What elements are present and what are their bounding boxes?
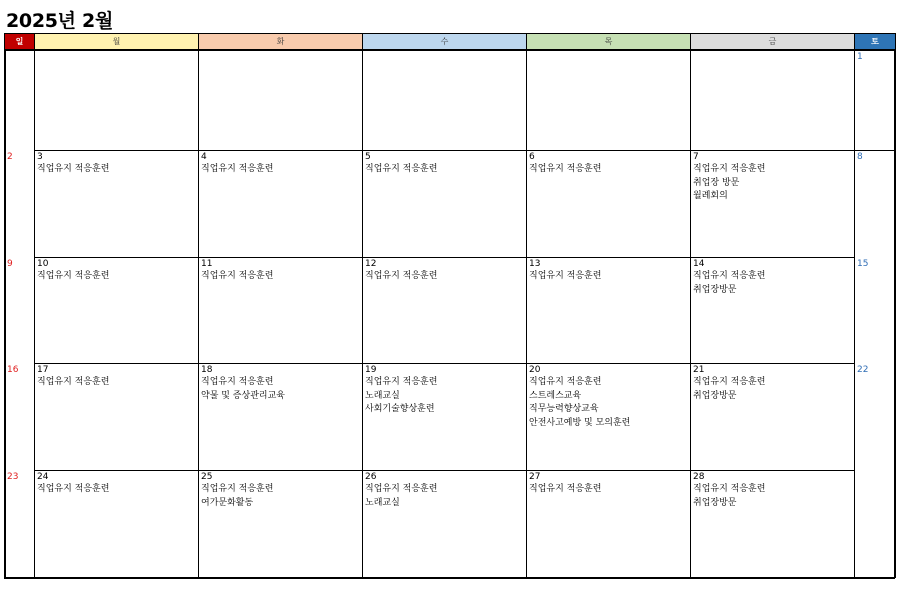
weekday-header-tue: 화 xyxy=(198,33,363,50)
event-item[interactable]: 월례회의 xyxy=(693,191,728,201)
day-cell[interactable] xyxy=(526,470,690,578)
weekday-header-fri: 금 xyxy=(690,33,855,50)
event-item[interactable]: 직업유지 적응훈련 xyxy=(529,164,602,174)
day-cell[interactable] xyxy=(4,257,34,363)
day-number: 9 xyxy=(7,259,13,269)
day-cell[interactable] xyxy=(854,257,895,363)
day-cell[interactable] xyxy=(854,150,895,257)
day-number: 10 xyxy=(37,259,49,269)
day-cell[interactable] xyxy=(526,363,690,470)
event-item[interactable]: 안전사고예방 및 모의훈련 xyxy=(529,417,631,428)
day-cell[interactable] xyxy=(854,50,895,150)
event-item[interactable]: 직업유지 적응훈련 xyxy=(365,271,438,281)
event-item[interactable]: 취업장 방문 xyxy=(693,177,740,188)
day-number: 20 xyxy=(529,365,541,375)
day-number: 25 xyxy=(201,472,213,482)
day-number: 23 xyxy=(7,472,19,482)
event-item[interactable]: 여가문화활동 xyxy=(201,497,254,508)
event-item[interactable]: 취업장방문 xyxy=(693,284,737,295)
day-cell[interactable] xyxy=(526,50,690,150)
day-number: 16 xyxy=(7,365,19,375)
day-cell[interactable] xyxy=(690,50,854,150)
day-cell[interactable] xyxy=(690,257,854,363)
calendar-title: 2025년 2월 xyxy=(6,10,114,32)
day-cell[interactable] xyxy=(4,150,34,257)
day-cell[interactable] xyxy=(690,150,854,257)
day-number: 22 xyxy=(857,365,869,375)
day-cell[interactable] xyxy=(34,257,198,363)
day-number: 7 xyxy=(693,152,699,162)
day-cell[interactable] xyxy=(198,150,362,257)
weekday-header-sat: 토 xyxy=(854,33,896,50)
day-number: 26 xyxy=(365,472,377,482)
event-item[interactable]: 직업유지 적응훈련 xyxy=(37,164,110,174)
event-item[interactable]: 노래교실 xyxy=(365,497,400,508)
event-item[interactable]: 직업유지 적응훈련 xyxy=(201,484,274,494)
day-number: 6 xyxy=(529,152,535,162)
day-cell[interactable] xyxy=(34,50,198,150)
event-item[interactable]: 직업유지 적응훈련 xyxy=(529,271,602,281)
event-item[interactable]: 직업유지 적응훈련 xyxy=(529,484,602,494)
day-number: 5 xyxy=(365,152,371,162)
day-number: 13 xyxy=(529,259,541,269)
event-item[interactable]: 직업유지 적응훈련 xyxy=(693,164,766,174)
day-number: 14 xyxy=(693,259,705,269)
day-number: 21 xyxy=(693,365,705,375)
event-item[interactable]: 직업유지 적응훈련 xyxy=(37,377,110,387)
weekday-header-thu: 목 xyxy=(526,33,691,50)
day-cell[interactable] xyxy=(854,470,895,578)
event-item[interactable]: 직업유지 적응훈련 xyxy=(201,377,274,387)
event-item[interactable]: 사회기술향상훈련 xyxy=(365,404,435,414)
day-number: 3 xyxy=(37,152,43,162)
event-item[interactable]: 직업유지 적응훈련 xyxy=(693,484,766,494)
day-number: 1 xyxy=(857,52,863,62)
day-cell[interactable] xyxy=(198,257,362,363)
day-number: 2 xyxy=(7,152,13,162)
event-item[interactable]: 취업장방문 xyxy=(693,497,737,508)
day-number: 17 xyxy=(37,365,49,375)
day-cell[interactable] xyxy=(4,363,34,470)
day-cell[interactable] xyxy=(362,470,526,578)
weekday-header-mon: 월 xyxy=(34,33,199,50)
day-number: 4 xyxy=(201,152,207,162)
day-cell[interactable] xyxy=(198,363,362,470)
event-item[interactable]: 직업유지 적응훈련 xyxy=(201,164,274,174)
event-item[interactable]: 취업장방문 xyxy=(693,390,737,401)
event-item[interactable]: 노래교실 xyxy=(365,390,400,401)
day-cell[interactable] xyxy=(362,150,526,257)
day-cell[interactable] xyxy=(198,50,362,150)
day-cell[interactable] xyxy=(34,363,198,470)
day-number: 11 xyxy=(201,259,213,269)
event-item[interactable]: 직업유지 적응훈련 xyxy=(37,484,110,494)
event-item[interactable]: 직업유지 적응훈련 xyxy=(201,271,274,281)
day-cell[interactable] xyxy=(690,470,854,578)
day-number: 27 xyxy=(529,472,541,482)
calendar xyxy=(4,33,895,578)
event-item[interactable]: 직업유지 적응훈련 xyxy=(693,377,766,387)
day-number: 12 xyxy=(365,259,377,269)
day-cell[interactable] xyxy=(854,363,895,470)
day-cell[interactable] xyxy=(526,150,690,257)
event-item[interactable]: 스트레스교육 xyxy=(529,390,582,401)
day-cell[interactable] xyxy=(198,470,362,578)
day-cell[interactable] xyxy=(362,50,526,150)
day-number: 8 xyxy=(857,152,863,162)
event-item[interactable]: 직업유지 적응훈련 xyxy=(365,484,438,494)
event-item[interactable]: 직업유지 적응훈련 xyxy=(529,377,602,387)
day-cell[interactable] xyxy=(362,257,526,363)
day-number: 24 xyxy=(37,472,49,482)
day-cell[interactable] xyxy=(34,150,198,257)
weekday-header-sun: 일 xyxy=(4,33,35,50)
event-item[interactable]: 약물 및 증상관리교육 xyxy=(201,390,285,401)
event-item[interactable]: 직업유지 적응훈련 xyxy=(365,164,438,174)
event-item[interactable]: 직무능력향상교육 xyxy=(529,404,599,414)
day-number: 19 xyxy=(365,365,377,375)
day-cell[interactable] xyxy=(362,363,526,470)
day-number: 28 xyxy=(693,472,705,482)
day-number: 18 xyxy=(201,365,213,375)
day-cell[interactable] xyxy=(690,363,854,470)
event-item[interactable]: 직업유지 적응훈련 xyxy=(365,377,438,387)
day-number: 15 xyxy=(857,259,869,269)
weekday-header-wed: 수 xyxy=(362,33,527,50)
day-cell[interactable] xyxy=(34,470,198,578)
day-cell[interactable] xyxy=(4,470,34,578)
event-item[interactable]: 직업유지 적응훈련 xyxy=(37,271,110,281)
event-item[interactable]: 직업유지 적응훈련 xyxy=(693,271,766,281)
calendar-grid xyxy=(4,50,895,578)
day-cell[interactable] xyxy=(4,50,34,150)
day-cell[interactable] xyxy=(526,257,690,363)
